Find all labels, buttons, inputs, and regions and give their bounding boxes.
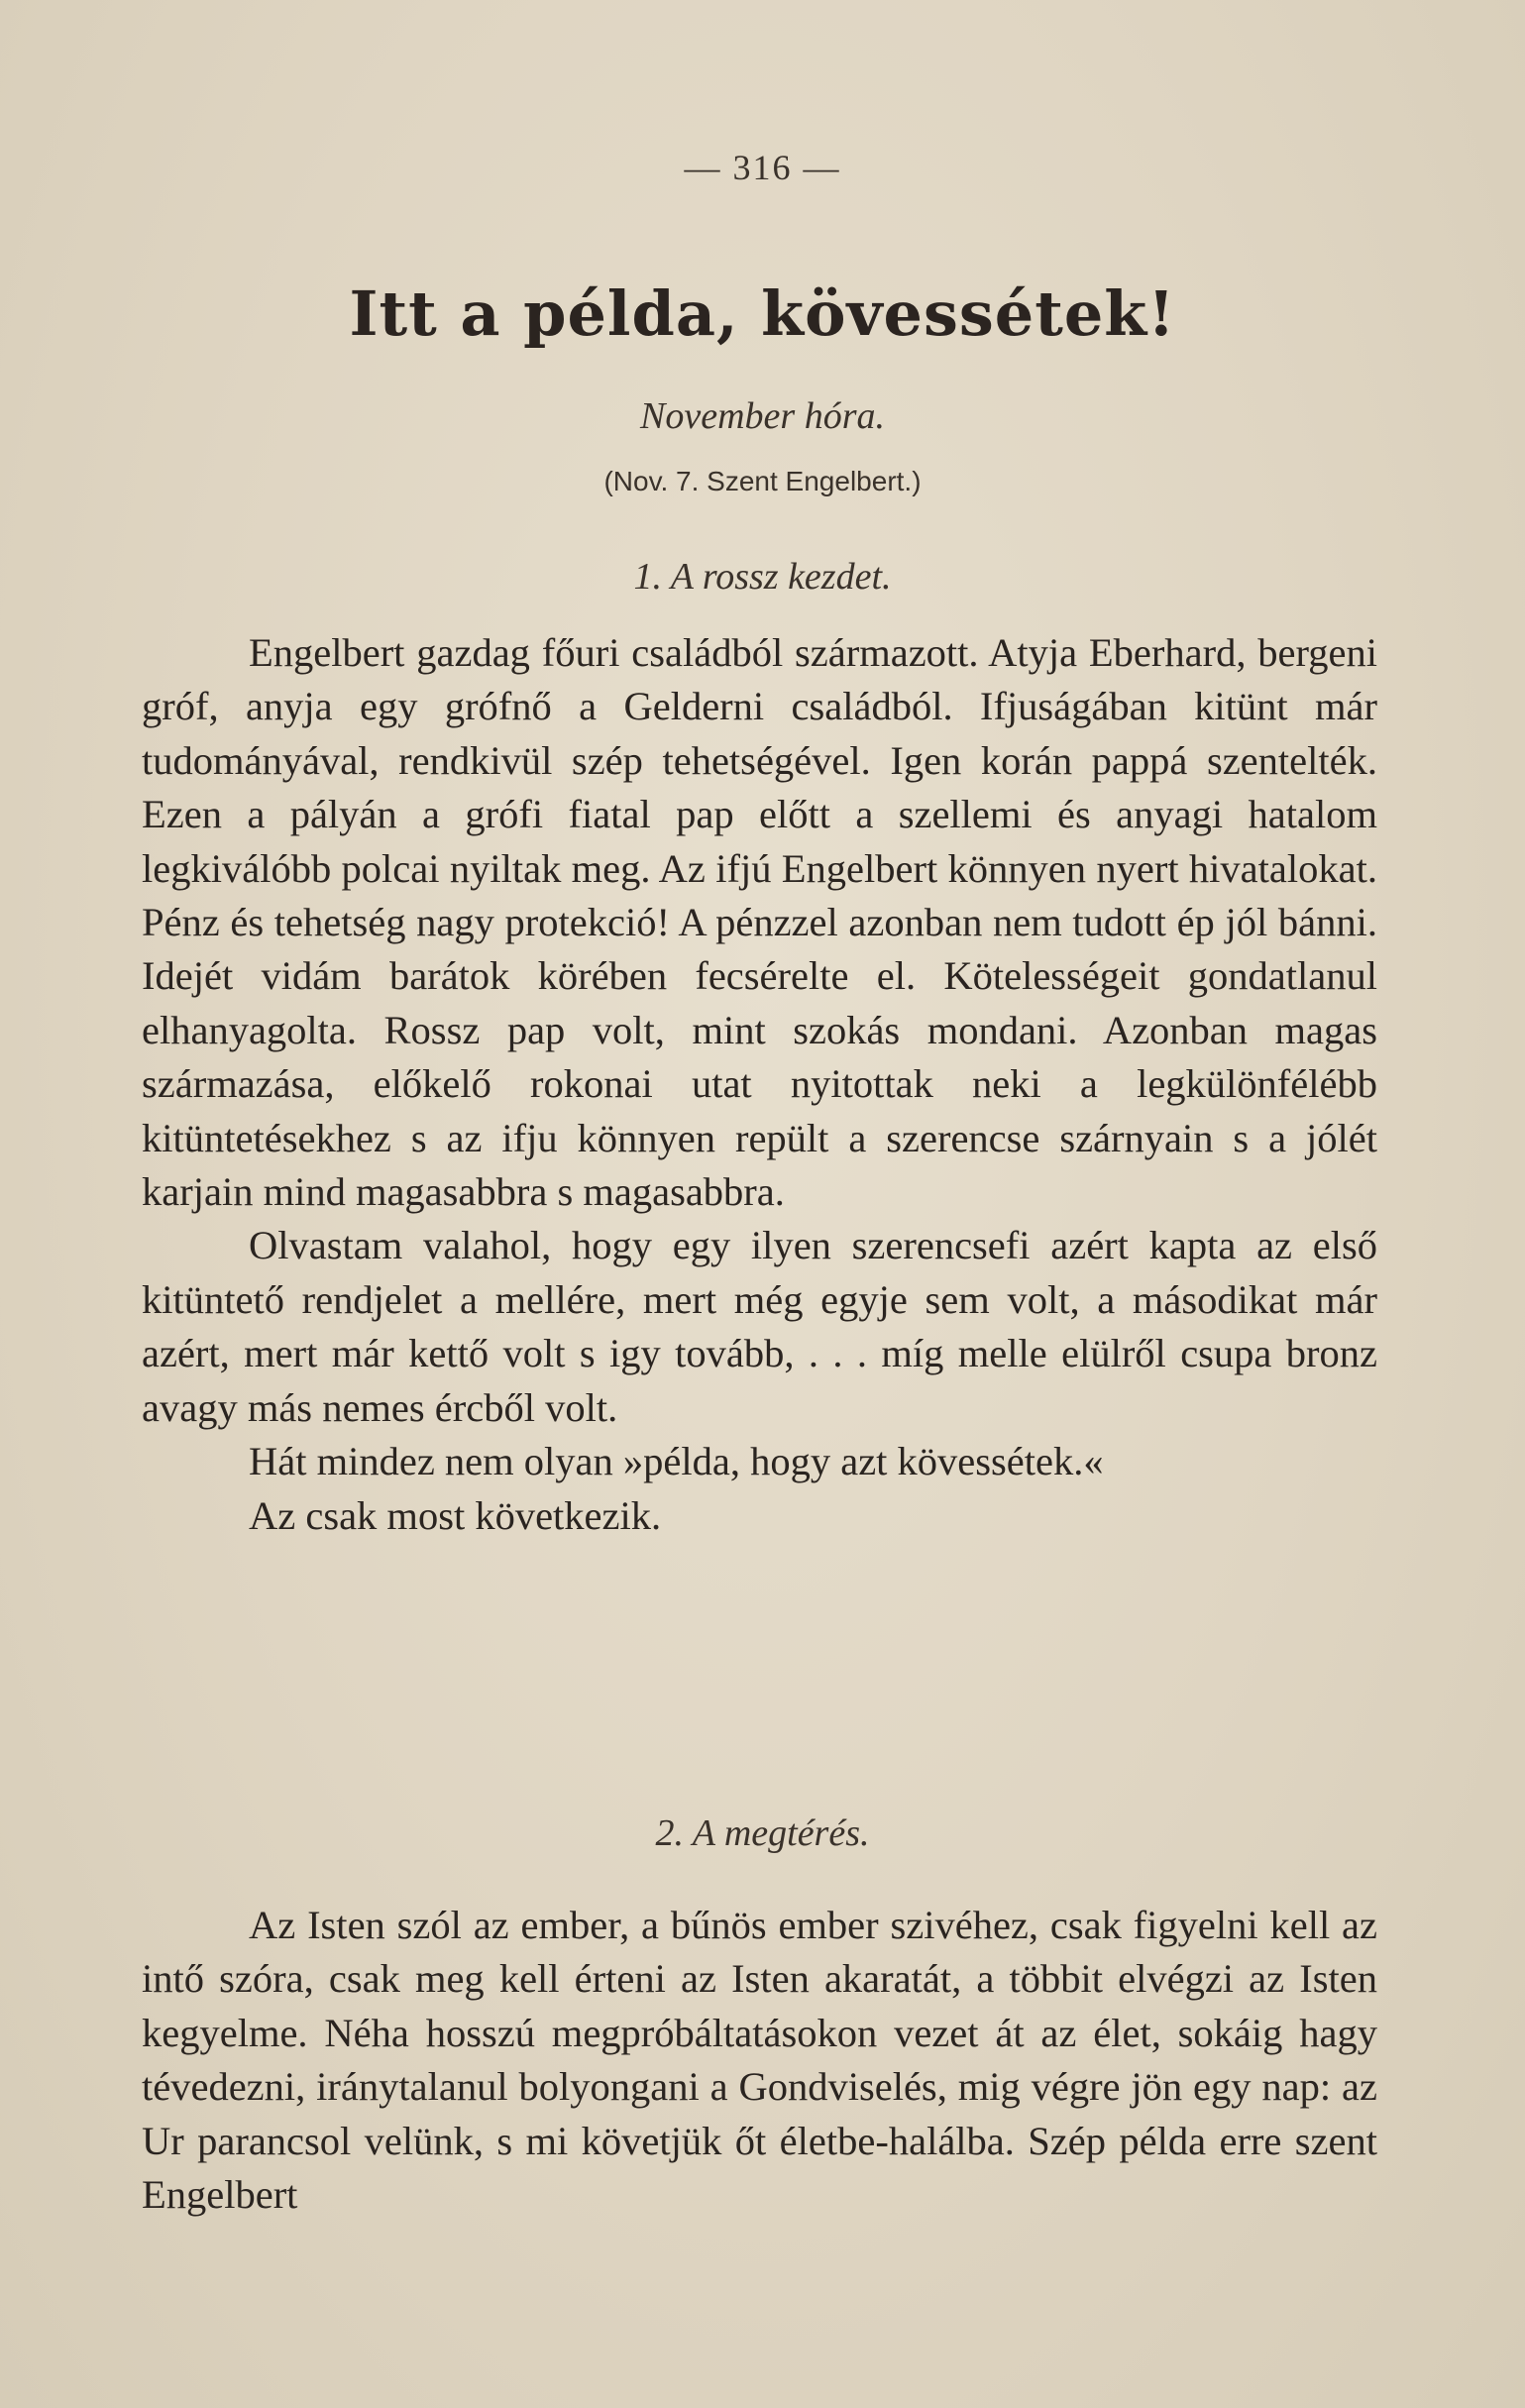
section-heading-conversion: 2. A megtérés. (655, 1812, 870, 1854)
chapter-title: Itt a példa, kövessétek! (349, 277, 1176, 350)
paragraph: Az csak most következik. (249, 1492, 662, 1538)
section-text-bad-beginning (142, 626, 1377, 1543)
paragraph: Olvastam valahol, hogy egy ilyen szerencsefi azért kapta az első kitüntető rendjelet a mellére, mert még egyje sem volt, a másodikat már azért, mert már kettő volt s igy tovább, . . . míg melle elülről csupa bronz avagy más nemes ércből volt. (142, 1223, 1377, 1430)
paragraph: Engelbert gazdag főuri családból származott. Atyja Eberhard, bergeni gróf, anyja egy grófnő a Gelderni családból. Ifjuságában kitünt már tudományával, rendkivül szép tehetségével. Igen korán pappá szentelték. Ezen a pályán a grófi fiatal pap előtt a szellemi és anyagi hatalom legkiválóbb polcai nyiltak meg. Az ifjú Engelbert könnyen nyert hivatalokat. Pénz és tehetség nagy protekció! A pénzzel azonban nem tudott ép jól bánni. Idejét vidám barátok körében fecsérelte el. Kötelességeit gondatlanul elhanyagolta. Rossz pap volt, mint szokás mondani. Azonban magas származása, előkelő rokonai utat nyitottak neki a legkülönfélébb kitüntetésekhez s az ifju könnyen repült a szerencse szárnyain s a jólét karjain mind magasabbra s magasabbra. (142, 630, 1377, 1215)
paragraph: Hát mindez nem olyan »példa, hogy azt kövessétek.« (249, 1439, 1104, 1484)
section-heading-bad-beginning: 1. A rossz kezdet. (633, 556, 892, 598)
feast-day-note: (Nov. 7. Szent Engelbert.) (603, 466, 922, 496)
chapter-subtitle: November hóra. (640, 395, 885, 437)
page-number: — 316 — (684, 148, 841, 187)
section-text-conversion (142, 1899, 1377, 2222)
paragraph: Az Isten szól az ember, a bűnös ember szivéhez, csak figyelni kell az intő szóra, csak meg kell érteni az Isten akaratát, a többit elvégzi az Isten kegyelme. Néha hosszú megpróbáltatásokon vezet át az élet, sokáig hagy tévedezni, iránytalanul bolyongani a Gondviselés, mig végre jön egy nap: az Ur parancsol velünk, s mi követjük őt életbe-halálba. Szép példa erre szent Engelbert (142, 1903, 1377, 2218)
